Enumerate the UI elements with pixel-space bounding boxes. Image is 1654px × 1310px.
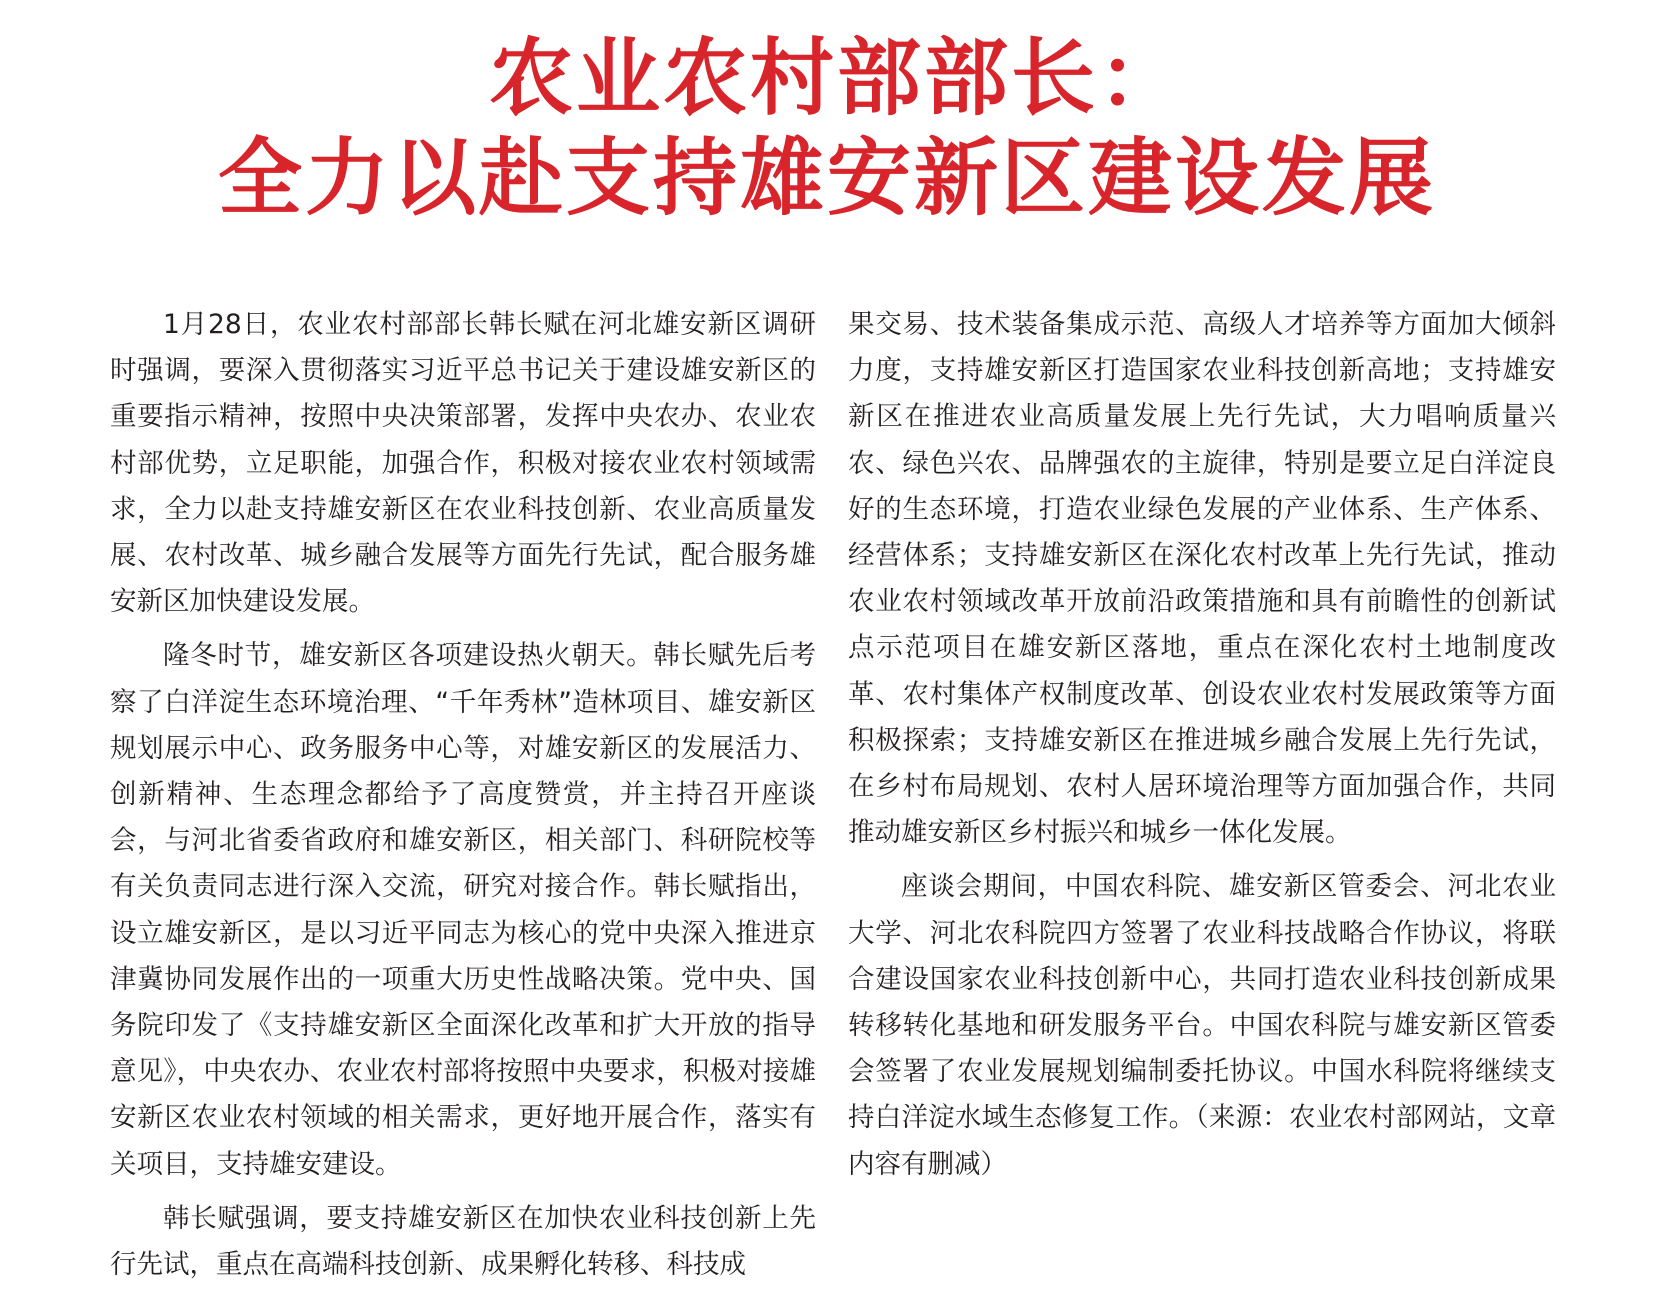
headline-line-2: 全力以赴支持雄安新区建设发展 [217,128,1436,227]
article-headline [0,28,1654,228]
headline-line-1: 农业农村部部长： [488,28,1185,127]
left-column [110,302,816,1288]
paragraph-intro: 1月28日，农业农村部部长韩长赋在河北雄安新区调研时强调，要深入贯彻落实习近平总书记关于建设雄安新区的重要指示精神，按照中央决策部署，发挥中央农办、农业农村部优势，立足职能，加强合作，积极对接农业农村领域需求，全力以赴支持雄安新区在农业科技创新、农业高质量发展、农村改革、城乡融合发展等方面先行先试，配合服务雄安新区加快建设发展。 [110,309,816,618]
paragraph-symposium: 座谈会期间，中国农科院、雄安新区管委会、河北农业大学、河北农科院四方签署了农业科技战略合作协议，将联合建设国家农业科技创新中心，共同打造农业科技创新成果转移转化基地和研发服务平台。中国农科院与雄安新区管委会签署了农业发展规划编制委托协议。中国水科院将继续支持白洋淀水域生态修复工作。（来源：农业农村部网站，文章内容有删减） [848,871,1556,1180]
paragraph-emphasis-continued: 果交易、技术装备集成示范、高级人才培养等方面加大倾斜力度，支持雄安新区打造国家农业科技创新高地；支持雄安新区在推进农业高质量发展上先行先试，大力唱响质量兴农、绿色兴农、品牌强农的主旋律，特别是要立足白洋淀良好的生态环境，打造农业绿色发展的产业体系、生产体系、经营体系；支持雄安新区在深化农村改革上先行先试，推动农业农村领域改革开放前沿政策措施和具有前瞻性的创新试点示范项目在雄安新区落地，重点在深化农村土地制度改革、农村集体产权制度改革、创设农业农村发展政策等方面积极探索；支持雄安新区在推进城乡融合发展上先行先试，在乡村布局规划、农村人居环境治理等方面加强合作，共同推动雄安新区乡村振兴和城乡一体化发展。 [848,309,1556,849]
right-column [848,302,1556,1188]
paragraph-emphasis-start: 韩长赋强调，要支持雄安新区在加快农业科技创新上先行先试，重点在高端科技创新、成果孵化转移、科技成 [110,1202,816,1281]
paragraph-inspection: 隆冬时节，雄安新区各项建设热火朝天。韩长赋先后考察了白洋淀生态环境治理、“千年秀林”造林项目、雄安新区规划展示中心、政务服务中心等，对雄安新区的发展活力、创新精神、生态理念都给予了高度赞赏，并主持召开座谈会，与河北省委省政府和雄安新区，相关部门、科研院校等有关负责同志进行深入交流，研究对接合作。韩长赋指出，设立雄安新区，是以习近平同志为核心的党中央深入推进京津冀协同发展作出的一项重大历史性战略决策。党中央、国务院印发了《支持雄安新区全面深化改革和扩大开放的指导意见》，中央农办、农业农村部将按照中央要求，积极对接雄安新区农业农村领域的相关需求，更好地开展合作，落实有关项目，支持雄安建设。 [110,640,816,1180]
